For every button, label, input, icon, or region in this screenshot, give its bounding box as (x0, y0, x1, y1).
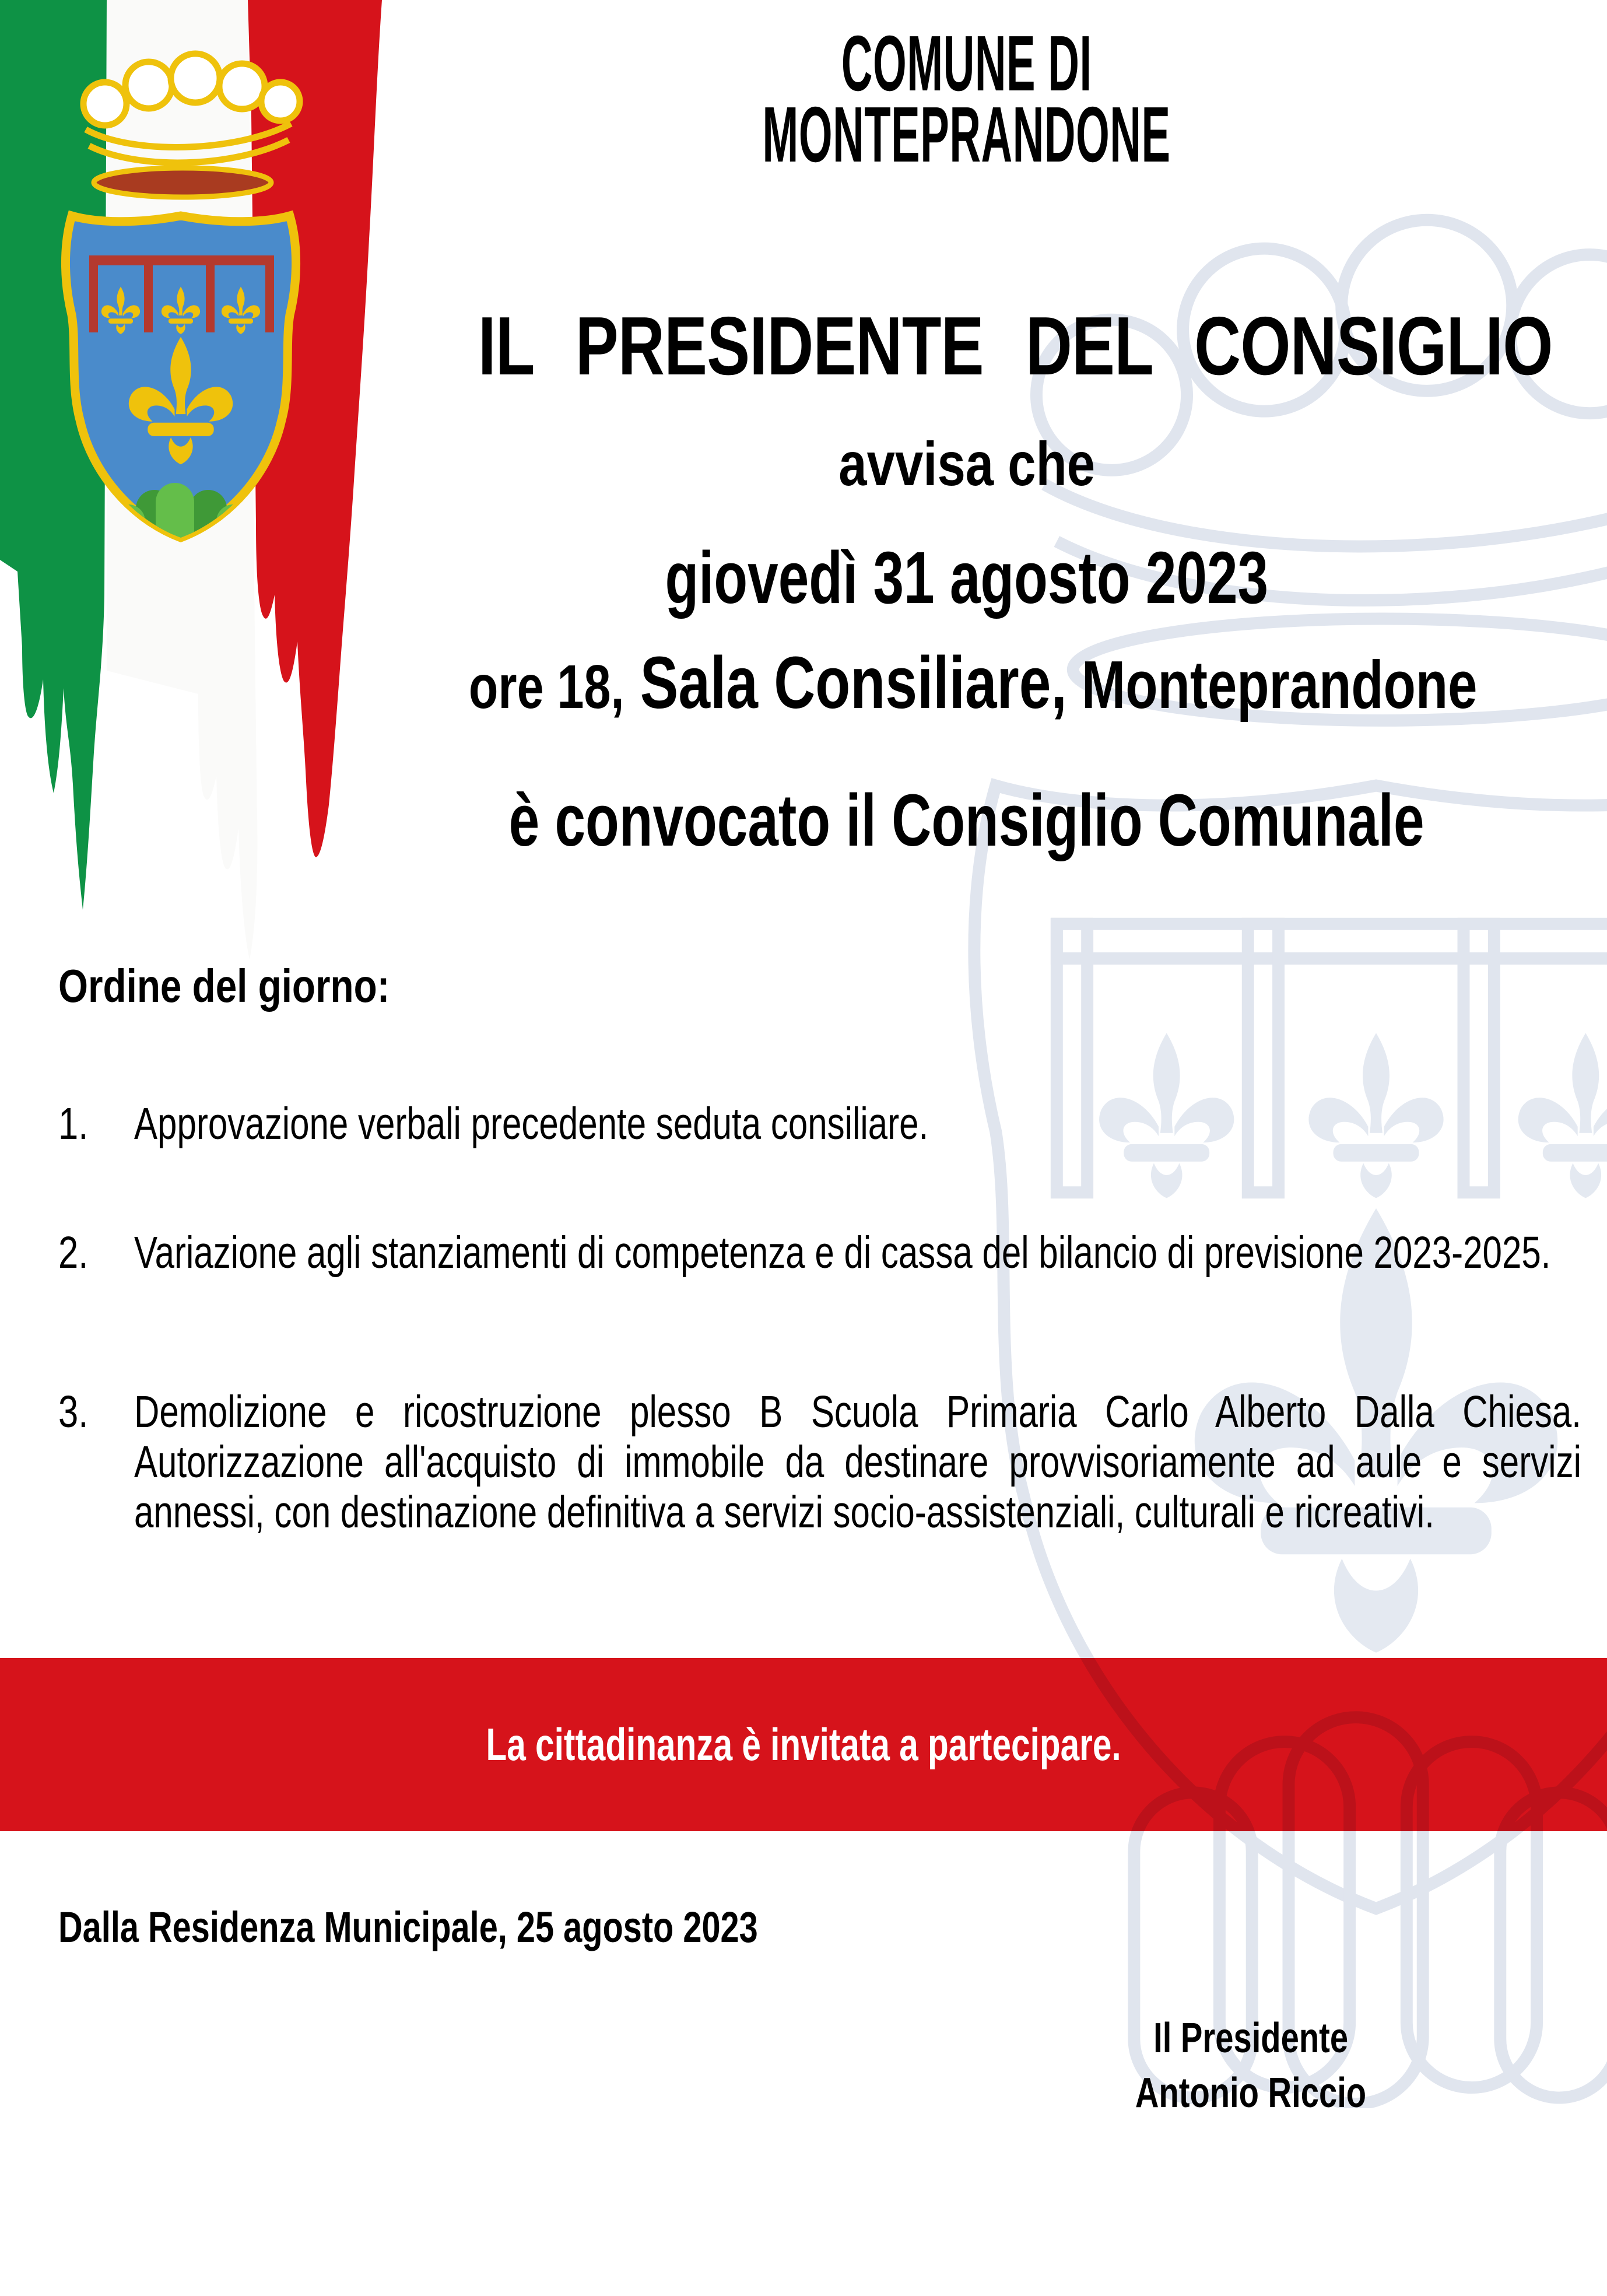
residence-dateline: Dalla Residenza Municipale, 25 agosto 2023 (58, 1903, 758, 1951)
signature-name: Antonio Riccio (1135, 2070, 1367, 2116)
event-date: giovedì 31 agosto 2023 (665, 537, 1269, 619)
agenda-item-number: 2. (58, 1228, 89, 1278)
coat-of-arms-icon (55, 41, 306, 598)
headline: IL PRESIDENTE DEL CONSIGLIO (478, 300, 1553, 392)
agenda-item-number: 1. (58, 1099, 89, 1149)
agenda-item-text: Demolizione e ricostruzione plesso B Scuola Primaria Carlo Alberto Dalla Chiesa. Autorizzazione all'acquisto di immobile da destinare provvisoriamente ad aule e servizi annessi, con destinazione definitiva a servizi socio-assistenziali, culturali e ricreativi. (134, 1387, 1581, 1537)
org-title-line1: COMUNE DI (841, 19, 1092, 107)
org-title (327, 19, 1607, 178)
agenda-title: Ordine del giorno: (58, 960, 390, 1012)
org-title-line2: MONTEPRANDONE (762, 90, 1171, 178)
venue-city: Monteprandone (1066, 647, 1478, 723)
venue-time: ore 18, (468, 653, 624, 721)
invitation-banner-text: La cittadinanza è invitata a partecipare. (486, 1719, 1121, 1770)
venue-place: Sala Consiliare, (624, 642, 1067, 724)
venue-line (327, 640, 1607, 725)
agenda-item-text: Approvazione verbali precedente seduta consiliare. (134, 1099, 929, 1149)
subline: avvisa che (838, 430, 1095, 499)
agenda-item-number: 3. (58, 1387, 89, 1437)
signature-role: Il Presidente (1153, 2015, 1348, 2062)
convocation-line: è convocato il Consiglio Comunale (509, 779, 1424, 861)
agenda-item-text: Variazione agli stanziamenti di competenza e di cassa del bilancio di previsione 2023-2025. (134, 1228, 1551, 1278)
signature-block (1038, 2011, 1464, 2120)
